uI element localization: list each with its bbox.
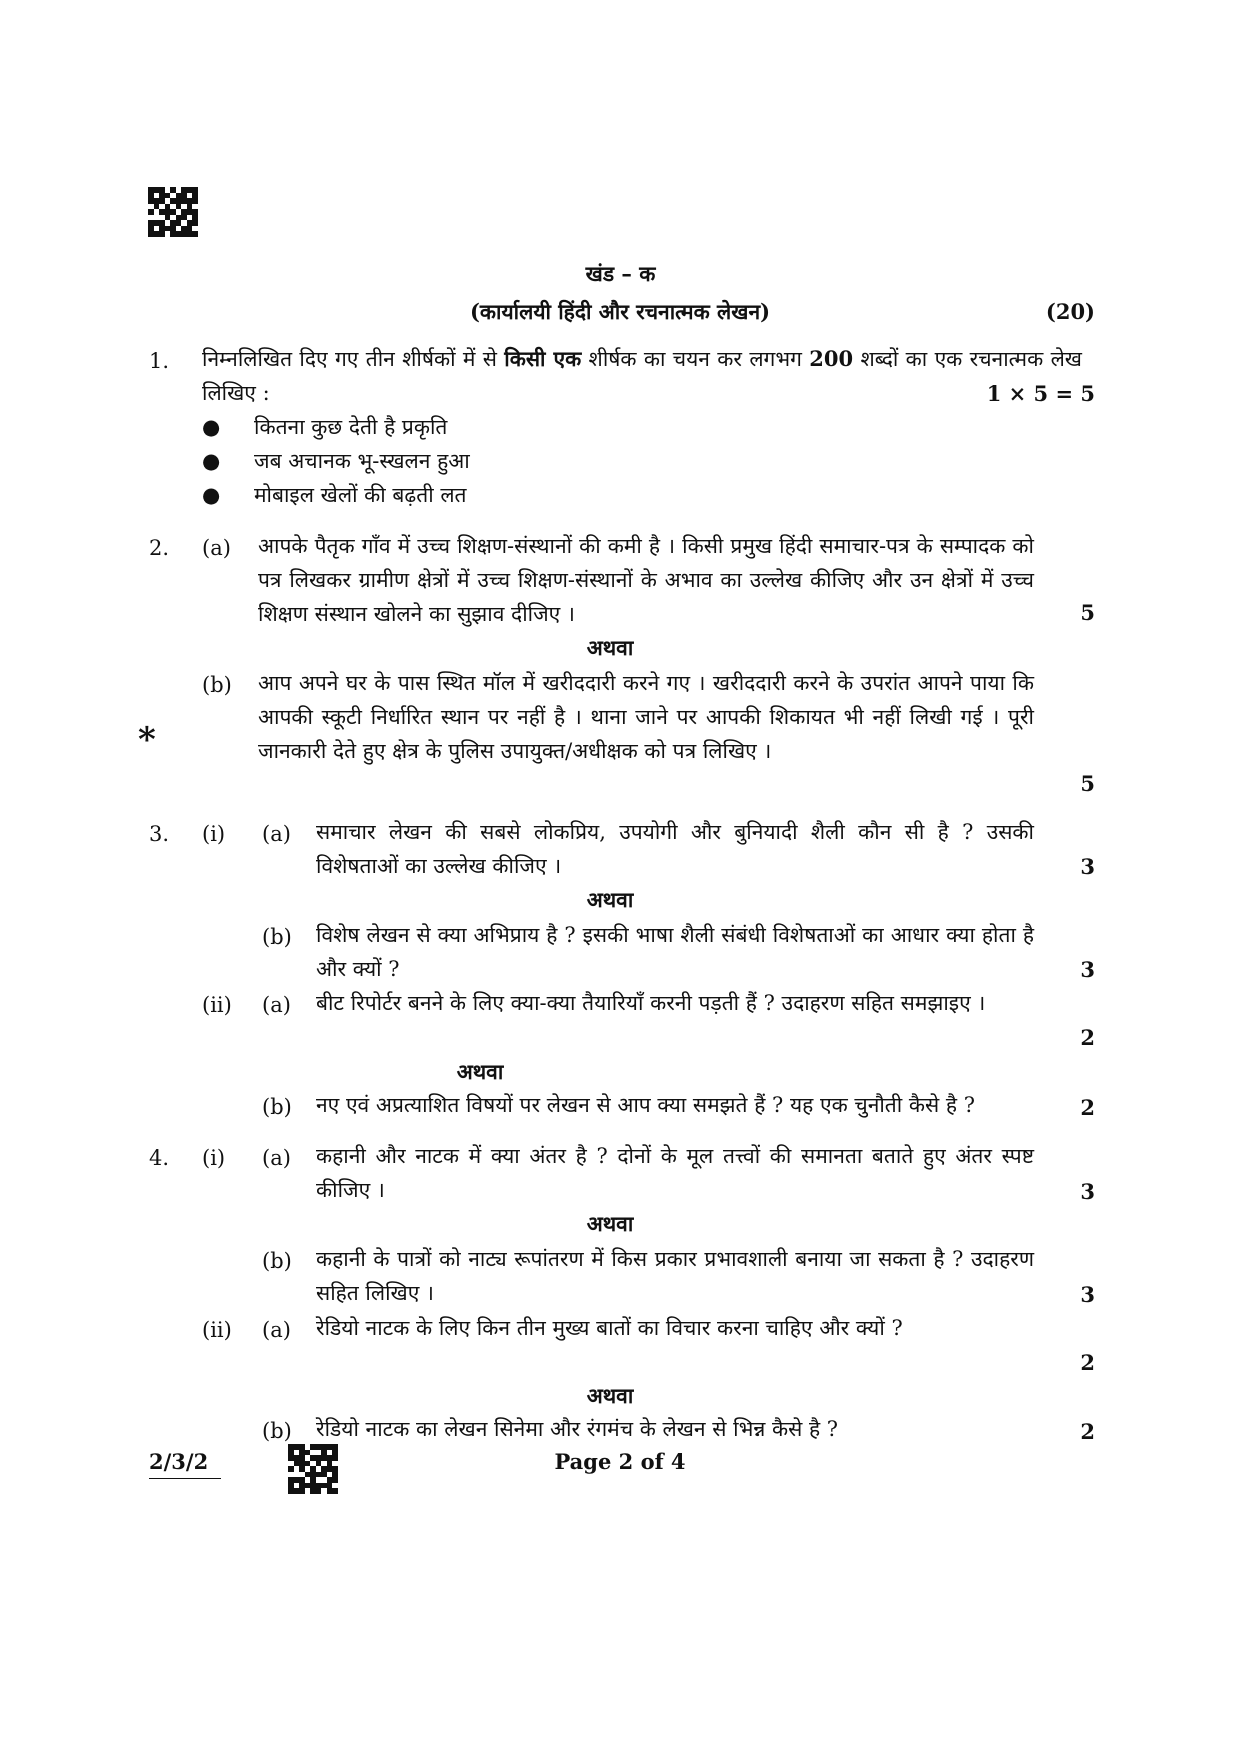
q4-ii-b-label: (b) xyxy=(262,1419,292,1443)
q1-text-bold: किसी एक xyxy=(504,346,582,371)
q4-ii-a-label: (a) xyxy=(262,1318,291,1342)
q3-i-a-marks: 3 xyxy=(1080,854,1095,879)
q1-marks: 1 × 5 = 5 xyxy=(986,381,1095,406)
q3-ii-label: (ii) xyxy=(202,993,232,1017)
q4-ii-a-marks: 2 xyxy=(1080,1350,1095,1375)
q2-or: अथवा xyxy=(586,635,634,660)
q3-i-b-label: (b) xyxy=(262,925,292,949)
q3-ii-b-label: (b) xyxy=(262,1095,292,1119)
q4-i-b-text: कहानी के पात्रों को नाट्य रूपांतरण में किस प्रकार प्रभावशाली बनाया जा सकता है ? उदाहरण सहित लिखिए । xyxy=(316,1247,1034,1305)
q4-ii-a-text: रेडियो नाटक के लिए किन तीन मुख्य बातों का विचार करना चाहिए और क्यों ? xyxy=(316,1316,903,1340)
page-number: Page 2 of 4 xyxy=(554,1449,686,1474)
paper-code: 2/3/2 xyxy=(149,1449,209,1474)
q2-number: 2. xyxy=(149,536,170,560)
q1-options-list xyxy=(202,410,470,512)
section-marks: (20) xyxy=(1045,299,1095,324)
q3-number: 3. xyxy=(149,822,170,846)
q3-i-label: (i) xyxy=(202,822,226,846)
q1-text xyxy=(202,342,1082,410)
q2-b-marks: 5 xyxy=(1080,771,1095,796)
section-title: खंड – क xyxy=(585,261,656,286)
q1-text-part-a: निम्नलिखित दिए गए तीन शीर्षकों में से xyxy=(202,347,505,371)
bullet-icon: ● xyxy=(202,415,221,439)
q2-b-text: आप अपने घर के पास स्थित मॉल में खरीददारी करने गए । खरीददारी करने के उपरांत आपने पाया कि आपकी स्कूटी निर्धारित स्थान पर नहीं है । थाना जाने पर आपकी शिकायत भी नहीं लिखी गई । पूरी जानकारी देते हुए क्षेत्र के पुलिस उपायुक्त/अधीक्षक को पत्र लिखिए । xyxy=(258,671,1034,763)
q3-i-b-marks: 3 xyxy=(1080,957,1095,982)
q1-word-count: 200 xyxy=(809,346,854,371)
q2-a-label: (a) xyxy=(202,536,231,560)
paper-code-underline xyxy=(149,1478,221,1479)
q3-or-2: अथवा xyxy=(456,1059,504,1084)
q4-i-a-text: कहानी और नाटक में क्या अंतर है ? दोनों के मूल तत्त्वों की समानता बताते हुए अंतर स्पष्ट कीजिए । xyxy=(316,1144,1034,1202)
q4-i-b-marks: 3 xyxy=(1080,1282,1095,1307)
q2-a-text: आपके पैतृक गाँव में उच्च शिक्षण-संस्थानों की कमी है । किसी प्रमुख हिंदी समाचार-पत्र के सम्पादक को पत्र लिखकर ग्रामीण क्षेत्रों में उच्च शिक्षण-संस्थानों के अभाव का उल्लेख कीजिए और उन क्षेत्रों में उच्च शिक्षण संस्थान खोलने का सुझाव दीजिए । xyxy=(258,534,1034,626)
section-subtitle: (कार्यालयी हिंदी और रचनात्मक लेखन) xyxy=(469,299,771,324)
q4-ii-b-text: रेडियो नाटक का लेखन सिनेमा और रंगमंच के लेखन से भिन्न कैसे है ? xyxy=(316,1417,839,1441)
q1-number: 1. xyxy=(149,349,170,373)
q4-i-a-marks: 3 xyxy=(1080,1179,1095,1204)
q3-ii-a-text: बीट रिपोर्टर बनने के लिए क्या-क्या तैयारियाँ करनी पड़ती हैं ? उदाहरण सहित समझाइए । xyxy=(316,991,986,1015)
q3-ii-a-label: (a) xyxy=(262,993,291,1017)
q4-ii-b-marks: 2 xyxy=(1080,1419,1095,1444)
q1-text-part-b: शीर्षक का चयन कर लगभग xyxy=(581,347,810,371)
q4-or-2: अथवा xyxy=(586,1383,634,1408)
q4-ii-label: (ii) xyxy=(202,1318,232,1342)
q3-or-1: अथवा xyxy=(586,887,634,912)
qr-code-bottom-icon xyxy=(288,1444,338,1494)
q2-a-marks: 5 xyxy=(1080,600,1095,625)
q3-ii-a-marks: 2 xyxy=(1080,1025,1095,1050)
q4-i-b-label: (b) xyxy=(262,1249,292,1273)
q4-i-a-label: (a) xyxy=(262,1146,291,1170)
q1-option: ● जब अचानक भू-स्खलन हुआ xyxy=(202,444,470,478)
q3-i-a-label: (a) xyxy=(262,822,291,846)
bullet-icon: ● xyxy=(202,449,221,473)
bullet-icon: ● xyxy=(202,483,221,507)
q1-option: ● मोबाइल खेलों की बढ़ती लत xyxy=(202,478,470,512)
q4-number: 4. xyxy=(149,1146,170,1170)
margin-star: * xyxy=(138,720,156,760)
q1-text-part-c: शब्दों का एक रचनात्मक लेख लिखिए : xyxy=(202,347,1082,405)
q4-or-1: अथवा xyxy=(586,1211,634,1236)
q4-i-label: (i) xyxy=(202,1146,226,1170)
q3-i-b-text: विशेष लेखन से क्या अभिप्राय है ? इसकी भाषा शैली संबंधी विशेषताओं का आधार क्या होता है और क्यों ? xyxy=(316,923,1034,981)
q2-b-label: (b) xyxy=(202,673,232,697)
q1-option: ● कितना कुछ देती है प्रकृति xyxy=(202,410,470,444)
q3-i-a-text: समाचार लेखन की सबसे लोकप्रिय, उपयोगी और बुनियादी शैली कौन सी है ? उसकी विशेषताओं का उल्लेख कीजिए । xyxy=(316,820,1034,878)
q3-ii-b-text: नए एवं अप्रत्याशित विषयों पर लेखन से आप क्या समझते हैं ? यह एक चुनौती कैसे है ? xyxy=(316,1093,975,1117)
qr-code-top-icon xyxy=(148,187,198,237)
q3-ii-b-marks: 2 xyxy=(1080,1095,1095,1120)
